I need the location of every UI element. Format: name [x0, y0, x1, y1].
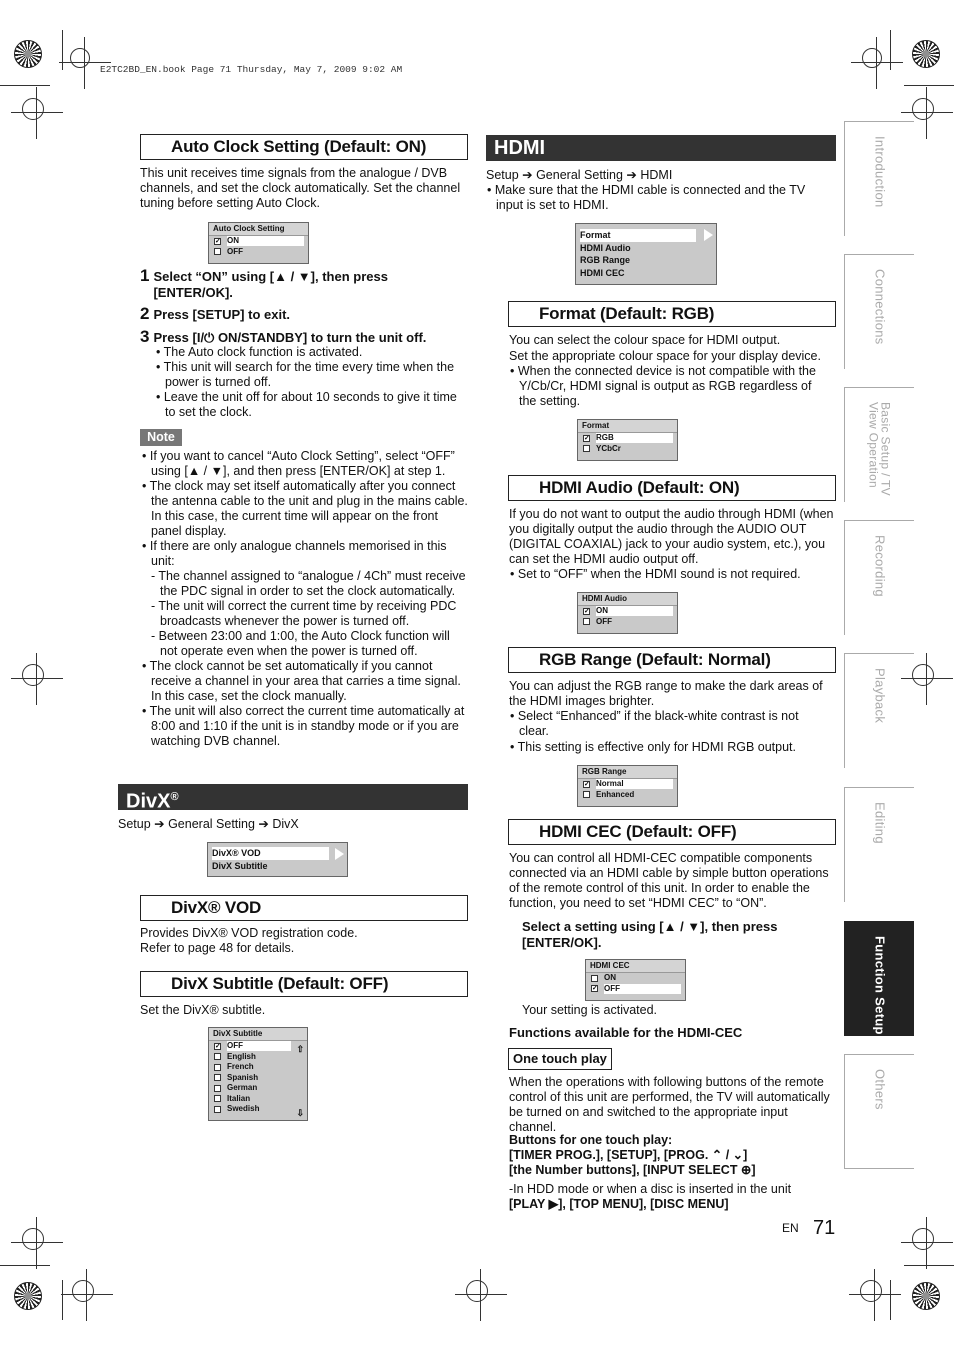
- menu-item[interactable]: HDMI Audio: [580, 242, 631, 253]
- osd-row: [209, 1041, 307, 1052]
- osd-option: Normal: [596, 779, 673, 789]
- menu-item[interactable]: DivX Subtitle: [212, 860, 268, 871]
- osd-option: French: [227, 1062, 254, 1072]
- osd-title: HDMI CEC: [586, 960, 685, 973]
- hdmi-audio-bullet: • Set to “OFF” when the HDMI sound is not required.: [509, 567, 829, 582]
- divx-subtitle-text: Set the DivX® subtitle.: [140, 1003, 266, 1017]
- step-number: 3: [140, 327, 150, 346]
- divx-menu: [207, 842, 348, 877]
- tab-playback[interactable]: [844, 653, 914, 768]
- osd-row: [209, 236, 308, 247]
- tab-label: Playback: [872, 668, 888, 724]
- format-text: You can select the colour space for HDMI output.: [509, 333, 781, 347]
- hdmi-audio-osd: [577, 592, 678, 634]
- crop-mark: [0, 85, 50, 86]
- osd-option: OFF: [596, 616, 612, 626]
- note-item: • If there are only analogue channels memorised in this unit:: [141, 539, 468, 569]
- bullet-item: • Leave the unit off for about 10 seconds to give it time to set the clock.: [155, 390, 467, 420]
- bullet-item: • The Auto clock function is activated.: [155, 345, 467, 360]
- hdmi-bullet: • Make sure that the HDMI cable is connected and the TV input is set to HDMI.: [486, 183, 826, 213]
- step-text: Press [SETUP] to exit.: [153, 307, 291, 322]
- scroll-up-icon: ⇧: [296, 1044, 304, 1054]
- osd-row: [586, 984, 685, 995]
- osd-option: YCbCr: [596, 443, 621, 453]
- buttons-list: [the Number buttons], [INPUT SELECT ⊕]: [509, 1163, 756, 1177]
- rgb-range-text: You can adjust the RGB range to make the dark areas of the HDMI images brighter.: [509, 679, 823, 708]
- note-subitem-text: Between 23:00 and 1:00, the Auto Clock function will not operate even when the power is turned off.: [158, 629, 450, 658]
- note-item: • If you want to cancel “Auto Clock Setting”, select “OFF” using [▲ / ▼], and then press [ENTER/OK] at step 1.: [141, 449, 468, 479]
- dash: -: [151, 629, 159, 643]
- osd-row: [209, 1094, 307, 1105]
- osd-option: OFF: [227, 246, 243, 256]
- step-3: [140, 329, 470, 346]
- menu-item[interactable]: Format: [580, 229, 696, 242]
- crosshair-icon: [912, 1228, 934, 1250]
- page-number: 71: [813, 1217, 836, 1239]
- format-heading: Format (Default: RGB): [508, 301, 836, 327]
- tab-label: Basic Setup / TV View Operation: [866, 402, 893, 496]
- dash: -: [151, 569, 159, 583]
- footer-lang: EN: [782, 1221, 799, 1235]
- crop-mark: [0, 1265, 50, 1266]
- osd-row: [209, 1104, 307, 1115]
- divx-heading: [118, 784, 468, 813]
- note-label: Note: [140, 429, 182, 446]
- osd-row: [586, 973, 685, 984]
- crosshair-icon: [22, 1228, 44, 1250]
- crosshair-icon: [22, 664, 44, 686]
- osd-row: [209, 1052, 307, 1063]
- checkbox-checked-icon: ✓: [215, 1042, 221, 1050]
- crop-mark: [62, 1280, 63, 1320]
- rgb-range-heading: RGB Range (Default: Normal): [508, 647, 836, 673]
- checkbox-icon: [214, 1074, 221, 1081]
- divx-vod-text: Refer to page 48 for details.: [140, 941, 295, 955]
- hdmi-cec-text: You can control all HDMI-CEC compatible components connected via an HDMI cable by simple button operations of the remote control of this unit. In order to enable the function, you need to set “HDMI CEC” to “ON”.: [509, 851, 829, 910]
- step-2: [140, 306, 460, 323]
- tab-editing[interactable]: [844, 787, 914, 902]
- checkbox-checked-icon: ✓: [584, 434, 590, 442]
- hdmi-audio-heading: HDMI Audio (Default: ON): [508, 475, 836, 501]
- menu-item[interactable]: HDMI CEC: [580, 267, 625, 278]
- hdmi-cec-select: Select a setting using [▲ / ▼], then press [ENTER/OK].: [522, 919, 778, 950]
- checkbox-icon: [214, 1064, 221, 1071]
- tab-label: Function Setup: [872, 936, 888, 1035]
- buttons-list: [TIMER PROG.], [SETUP], [PROG. ⌃ / ⌄]: [509, 1148, 748, 1162]
- registration-dial-icon: [14, 40, 42, 68]
- format-osd: [577, 419, 678, 461]
- arrow-right-icon: [335, 848, 344, 860]
- step-3-bullets: [155, 345, 467, 420]
- crosshair-icon: [22, 98, 44, 120]
- osd-option: OFF: [604, 984, 681, 994]
- tab-label: Others: [872, 1069, 888, 1110]
- note-subitem: [141, 569, 468, 599]
- hdmi-cec-heading: HDMI CEC (Default: OFF): [508, 819, 836, 845]
- rgb-range-osd: [577, 765, 678, 807]
- osd-option: Italian: [227, 1093, 251, 1103]
- hdmi-cec-functions: Functions available for the HDMI-CEC: [509, 1025, 743, 1040]
- registration-dial-icon: [912, 40, 940, 68]
- registered-mark: ®: [170, 791, 179, 803]
- osd-option: Enhanced: [596, 789, 635, 799]
- arrow-right-icon: [704, 229, 713, 241]
- registration-dial-icon: [14, 1282, 42, 1310]
- step-1: [140, 268, 460, 301]
- hdd-text: -In HDD mode or when a disc is inserted in the unit: [509, 1182, 792, 1196]
- crop-mark: [62, 30, 63, 70]
- osd-row: [578, 606, 677, 617]
- tab-connections[interactable]: [844, 254, 914, 369]
- tab-basic-setup[interactable]: [844, 387, 914, 502]
- step-text: Press [I/⏻ ON/STANDBY] to turn the unit off.: [153, 330, 427, 345]
- note-item: • The unit will also correct the current time automatically at 8:00 and 1:10 if the unit is in standby mode or if you are watching DVB channel.: [141, 704, 468, 749]
- osd-option: RGB: [596, 433, 673, 443]
- checkbox-checked-icon: ✓: [584, 780, 590, 788]
- note-subitem: [141, 599, 468, 629]
- one-touch-play-label: One touch play: [508, 1048, 612, 1070]
- checkbox-icon: [214, 1085, 221, 1092]
- osd-option: Spanish: [227, 1072, 259, 1082]
- checkbox-icon: [583, 791, 590, 798]
- checkbox-icon: [214, 1106, 221, 1113]
- tab-recording[interactable]: [844, 520, 914, 635]
- buttons-label: Buttons for one touch play:: [509, 1133, 673, 1147]
- divx-vod-heading: DivX® VOD: [140, 895, 468, 921]
- checkbox-icon: [591, 975, 598, 982]
- tab-label: Connections: [872, 269, 888, 345]
- hdmi-menu: [575, 223, 717, 285]
- registration-dial-icon: [912, 1282, 940, 1310]
- format-text: Set the appropriate colour space for your display device.: [509, 349, 821, 363]
- divx-heading-text: DivX: [126, 790, 171, 813]
- osd-row: [209, 247, 308, 258]
- tab-label: Introduction: [872, 136, 888, 208]
- checkbox-icon: [214, 248, 221, 255]
- hdmi-cec-activated: Your setting is activated.: [522, 1003, 658, 1017]
- osd-title: RGB Range: [578, 766, 677, 779]
- step-number: 1: [140, 266, 150, 285]
- tab-label: Recording: [872, 535, 888, 597]
- checkbox-icon: [583, 618, 590, 625]
- scroll-down-icon: ⇩: [296, 1108, 304, 1118]
- menu-item-label: DivX® VOD: [212, 848, 261, 858]
- osd-option: ON: [596, 606, 673, 616]
- osd-title: HDMI Audio: [578, 593, 677, 606]
- rgb-range-bullet: • Select “Enhanced” if the black-white contrast is not clear.: [509, 709, 819, 739]
- divx-path: Setup ➔ General Setting ➔ DivX: [118, 817, 299, 831]
- checkbox-icon: [214, 1095, 221, 1102]
- buttons-list: [PLAY ▶], [TOP MENU], [DISC MENU]: [509, 1197, 729, 1211]
- osd-row: [578, 433, 677, 444]
- osd-row: [209, 1083, 307, 1094]
- format-bullet: • When the connected device is not compatible with the Y/Cb/Cr, HDMI signal is output as RGB regardless of the setting.: [509, 364, 829, 409]
- osd-row: [209, 1073, 307, 1084]
- crosshair-icon: [466, 1280, 488, 1302]
- osd-title: DivX Subtitle: [209, 1028, 307, 1041]
- osd-row: [209, 1062, 307, 1073]
- crosshair-icon: [912, 98, 934, 120]
- step-number: 2: [140, 304, 150, 323]
- rgb-range-bullet: • This setting is effective only for HDMI RGB output.: [509, 740, 829, 755]
- osd-title: Auto Clock Setting: [209, 223, 308, 236]
- divx-subtitle-osd: [208, 1027, 308, 1121]
- menu-item[interactable]: [212, 847, 329, 860]
- osd-row: [578, 617, 677, 628]
- note-subitem: [141, 629, 468, 659]
- auto-clock-intro: This unit receives time signals from the analogue / DVB channels, and set the clock automatically. Set the channel tuning before setting Auto Clock.: [140, 166, 461, 210]
- divx-subtitle-heading: DivX Subtitle (Default: OFF): [140, 971, 468, 997]
- hdmi-heading: HDMI: [486, 135, 836, 161]
- osd-option: English: [227, 1051, 256, 1061]
- osd-row: [578, 779, 677, 790]
- tab-function-setup[interactable]: [844, 921, 914, 1036]
- note-item: • The clock cannot be set automatically if you cannot receive a channel in your area that carries a time signal. In this case, set the clock manually.: [141, 659, 468, 704]
- checkbox-icon: [583, 445, 590, 452]
- osd-option: ON: [604, 973, 616, 983]
- hdmi-audio-text: If you do not want to output the audio through HDMI (when you digitally output the audio through the AUDIO OUT (DIGITAL COAXIAL) jack to your audio system, etc.), you can set the HDMI audio output off.: [509, 507, 834, 566]
- note-subitem-text: The unit will correct the current time by receiving PDC broadcasts whenever the power is turned off.: [158, 599, 457, 628]
- crop-mark: [890, 30, 891, 70]
- crosshair-icon: [862, 48, 882, 68]
- checkbox-checked-icon: ✓: [584, 607, 590, 615]
- note-item: • The clock may set itself automatically after you connect the antenna cable to the unit and plug in the mains cable. In this case, the current time will appear on the front panel display.: [141, 479, 468, 539]
- osd-option: Swedish: [227, 1104, 260, 1114]
- menu-item[interactable]: RGB Range: [580, 255, 631, 265]
- note-subitem-text: The channel assigned to “analogue / 4Ch” must receive the PDC signal in order to set the clock automatically.: [158, 569, 466, 598]
- dash: -: [151, 599, 159, 613]
- osd-option: ON: [227, 236, 304, 246]
- tab-others[interactable]: [844, 1054, 914, 1169]
- file-header: E2TC2BD_EN.book Page 71 Thursday, May 7, 2009 9:02 AM: [100, 64, 403, 75]
- note-list: [141, 449, 468, 749]
- crop-mark: [890, 1280, 891, 1320]
- osd-option: OFF: [227, 1041, 291, 1051]
- one-touch-play-text: When the operations with following buttons of the remote control of this unit are performed, the TV will automatically be turned on and switched to the appropriate input channel.: [509, 1075, 830, 1134]
- bullet-item: • This unit will search for the time every time when the power is turned off.: [155, 360, 467, 390]
- osd-row: [578, 444, 677, 455]
- hdmi-path: Setup ➔ General Setting ➔ HDMI: [486, 168, 673, 182]
- osd-row: [578, 790, 677, 801]
- osd-title: Format: [578, 420, 677, 433]
- crosshair-icon: [70, 48, 90, 68]
- tab-introduction[interactable]: [844, 121, 914, 236]
- crosshair-icon: [912, 664, 934, 686]
- checkbox-icon: [214, 1053, 221, 1060]
- crosshair-icon: [860, 1280, 882, 1302]
- tab-label: Editing: [872, 802, 888, 844]
- auto-clock-heading: Auto Clock Setting (Default: ON): [140, 134, 468, 160]
- checkbox-checked-icon: ✓: [215, 237, 221, 245]
- hdmi-cec-osd: [585, 959, 686, 1001]
- auto-clock-osd: [208, 222, 309, 264]
- checkbox-checked-icon: ✓: [592, 985, 598, 993]
- step-text: Select “ON” using [▲ / ▼], then press [ENTER/OK].: [153, 269, 388, 300]
- osd-option: German: [227, 1083, 258, 1093]
- crosshair-icon: [72, 1280, 94, 1302]
- crop-mark: [904, 1265, 954, 1266]
- divx-vod-text: Provides DivX® VOD registration code.: [140, 926, 358, 940]
- crop-mark: [904, 85, 954, 86]
